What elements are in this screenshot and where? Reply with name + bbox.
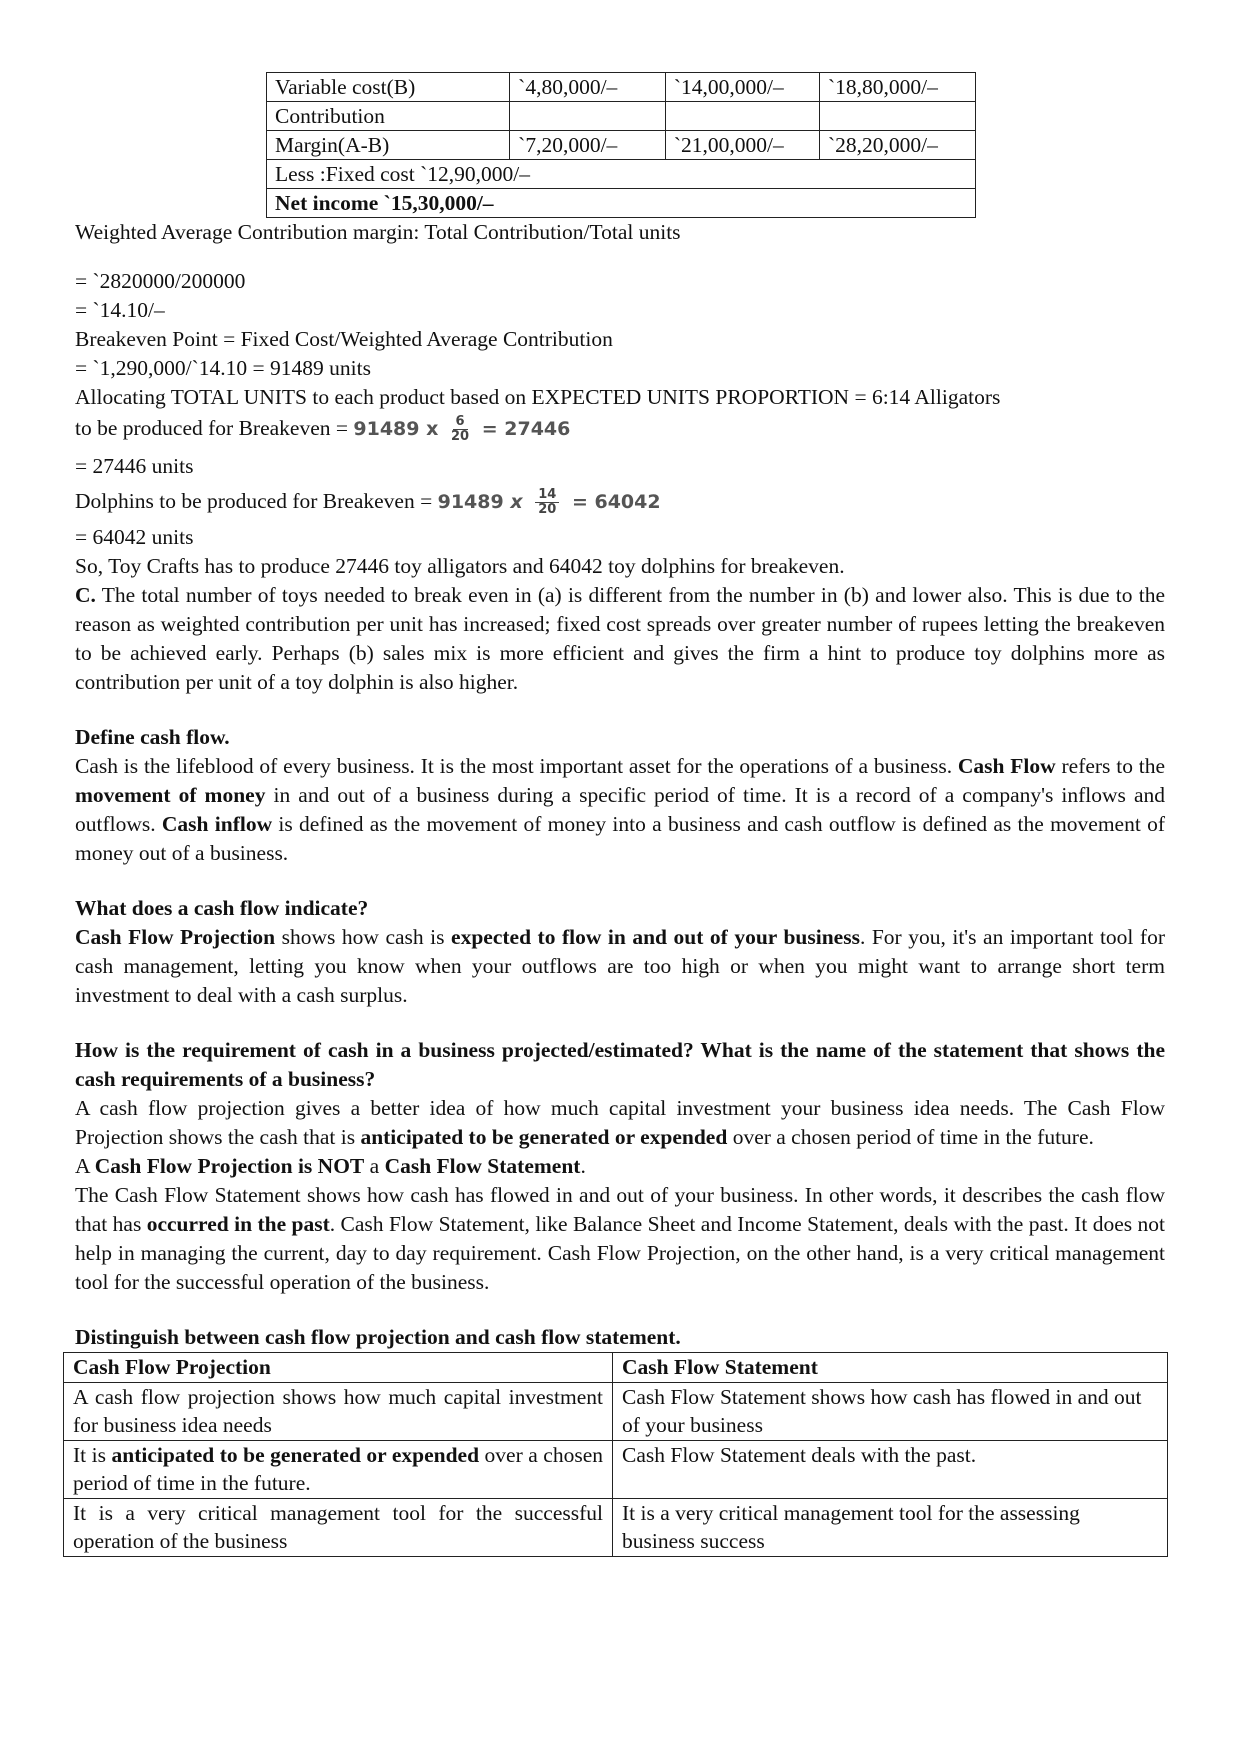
text-run: The Cash Flow Statement shows how cash has flowed in and out of your business. In other words, it describes the cash flow that has [75,1183,1165,1236]
indicate-heading [75,894,1165,923]
contribution-table [266,72,976,218]
dolphin-line [75,487,1165,517]
table-row [64,1383,1168,1441]
text-run: refers to the [1055,754,1166,778]
bold-run: Cash inflow [161,812,273,836]
table-cell: `7,20,000/– [510,131,666,160]
section-c-text: The total number of toys needed to break even in (a) is different from the number in (b) and lower also. This is due to the reason as weighted contribution per unit has increased; fixed cost spreads over greater number of rupees letting the breakeven to be achieved early. Perhaps (b) sales mix is more efficient and gives the firm a hint to produce toy dolphins more as contribution per unit of a toy dolphin is also higher. [75,583,1165,694]
header-text: Cash Flow Projection [73,1355,271,1379]
text-run: It is [73,1443,112,1467]
define-heading [75,723,1165,752]
table-cell: Variable cost(B) [267,73,510,102]
column-header [613,1353,1168,1383]
formula-base: 91489 [437,491,504,513]
alligator-prefix: to be produced for Breakeven = [75,416,349,440]
bold-run: anticipated to be generated or expended [111,1443,480,1467]
text-run: shows how cash is [275,925,452,949]
formula-result: = 64042 [571,491,661,513]
formula-result: = 27446 [481,418,571,440]
calc-line: = 27446 units [75,454,194,478]
text-run: . [580,1154,586,1178]
table-cell: `21,00,000/– [665,131,819,160]
text-run: A cash flow projection gives a better idea of how much capital investment your business idea needs. The Cash Flow Projection shows the cash that is [75,1096,1165,1149]
net-income: Net income `15,30,000/– [275,191,494,215]
heading-text: Define cash flow. [75,725,230,749]
table-cell [665,102,819,131]
table-cell: Margin(A-B) [267,131,510,160]
fraction-denominator: 20 [451,429,470,444]
fraction-denominator: 20 [538,502,557,517]
text-run: Cash is the lifeblood of every business. It is the most important asset for the operations of a business. [75,754,958,778]
calc-line: = `2820000/200000 [75,269,246,293]
table-cell: `28,20,000/– [819,131,975,160]
heading-text: Distinguish between cash flow projection and cash flow statement. [75,1325,681,1349]
table-row [64,1441,1168,1499]
table-cell [64,1441,613,1499]
document-page [75,72,1165,1557]
calc-line: So, Toy Crafts has to produce 27446 toy alligators and 64042 toy dolphins for breakeven. [75,554,845,578]
calc-line: = `1,290,000/`14.10 = 91489 units [75,356,371,380]
fraction-numerator: 14 [535,488,559,503]
text-run: is defined as the movement of money into a business and cash outflow is defined as the movement of money out of a business. [75,812,1166,865]
text-run: over a chosen period of time in the future. [73,1443,603,1495]
table-cell: Cash Flow Statement shows how cash has flowed in and out of your business [613,1383,1168,1441]
calc-line: Allocating TOTAL UNITS to each product based on EXPECTED UNITS PROPORTION = 6:14 Alligators [75,385,1001,409]
calc-line: = 64042 units [75,525,194,549]
wacm-line: Weighted Average Contribution margin: Total Contribution/Total units [75,220,681,244]
section-c-label: C. [75,583,96,607]
calc-line: = `14.10/– [75,298,165,322]
section-c [75,581,1165,697]
formula-base: 91489 [353,418,420,440]
table-cell: Cash Flow Statement deals with the past. [613,1441,1168,1499]
bold-run: Cash Flow Projection [75,925,276,949]
table-row [267,102,976,131]
table-cell [267,189,976,218]
formula-op: x [510,491,523,513]
requirement-paragraph-2 [75,1181,1165,1297]
table-cell: A cash flow projection shows how much capital investment for business idea needs [64,1383,613,1441]
table-cell: `4,80,000/– [510,73,666,102]
requirement-heading [75,1036,1165,1094]
text-run: . For you, it's an important tool for cash management, letting you know when your outflows are too high or when you might want to arrange short term investment to deal with a cash surplus. [75,925,1165,1007]
table-header-row [64,1353,1168,1383]
bold-run: Cash Flow Projection is NOT [94,1154,365,1178]
distinguish-heading [75,1323,1165,1352]
fraction-numerator: 6 [453,415,468,430]
formula-op: x [426,418,439,440]
indicate-paragraph [75,923,1165,1010]
table-cell: Less :Fixed cost `12,90,000/– [267,160,976,189]
table-cell: `14,00,000/– [665,73,819,102]
bold-run: anticipated to be generated or expended [360,1125,728,1149]
text-run: . Cash Flow Statement, like Balance Sheet and Income Statement, deals with the past. It does not help in managing the current, day to day requirement. Cash Flow Projection, on the other hand, is a very critical management tool for the successful operation of the business. [75,1212,1165,1294]
text-run: A [75,1154,95,1178]
bold-run: Cash Flow Statement [384,1154,581,1178]
table-cell: It is a very critical management tool for the successful operation of the business [64,1499,613,1557]
heading-text: How is the requirement of cash in a business projected/estimated? What is the name of the statement that shows the cash requirements of a business? [75,1038,1165,1091]
define-paragraph [75,752,1165,868]
column-header [64,1353,613,1383]
fraction [451,415,469,444]
fraction [535,488,559,517]
table-cell: It is a very critical management tool for the assessing business success [613,1499,1168,1557]
bold-run: expected to flow in and out of your business [451,925,860,949]
requirement-paragraph [75,1094,1165,1152]
table-row [267,73,976,102]
bold-run: Cash Flow [957,754,1056,778]
calc-line: Breakeven Point = Fixed Cost/Weighted Average Contribution [75,327,613,351]
table-row [267,189,976,218]
dolphin-prefix: Dolphins to be produced for Breakeven = [75,489,433,513]
heading-text: What does a cash flow indicate? [75,896,369,920]
dolphin-formula [437,487,661,517]
table-cell [819,102,975,131]
table-cell: `18,80,000/– [819,73,975,102]
header-text: Cash Flow Statement [622,1355,818,1379]
bold-run: movement of money [75,783,266,807]
bold-run: occurred in the past [146,1212,330,1236]
text-run: in and out of a business during a specific period of time. It is a record of a company's inflows and outflows. [75,783,1165,836]
table-row [267,160,976,189]
text-run: a [364,1154,385,1178]
table-cell [510,102,666,131]
table-row [267,131,976,160]
table-row [64,1499,1168,1557]
comparison-table [63,1352,1168,1557]
requirement-note [75,1152,1165,1181]
table-cell: Contribution [267,102,510,131]
alligator-formula [353,414,571,444]
alligator-line [75,414,1165,444]
text-run: over a chosen period of time in the future. [727,1125,1094,1149]
